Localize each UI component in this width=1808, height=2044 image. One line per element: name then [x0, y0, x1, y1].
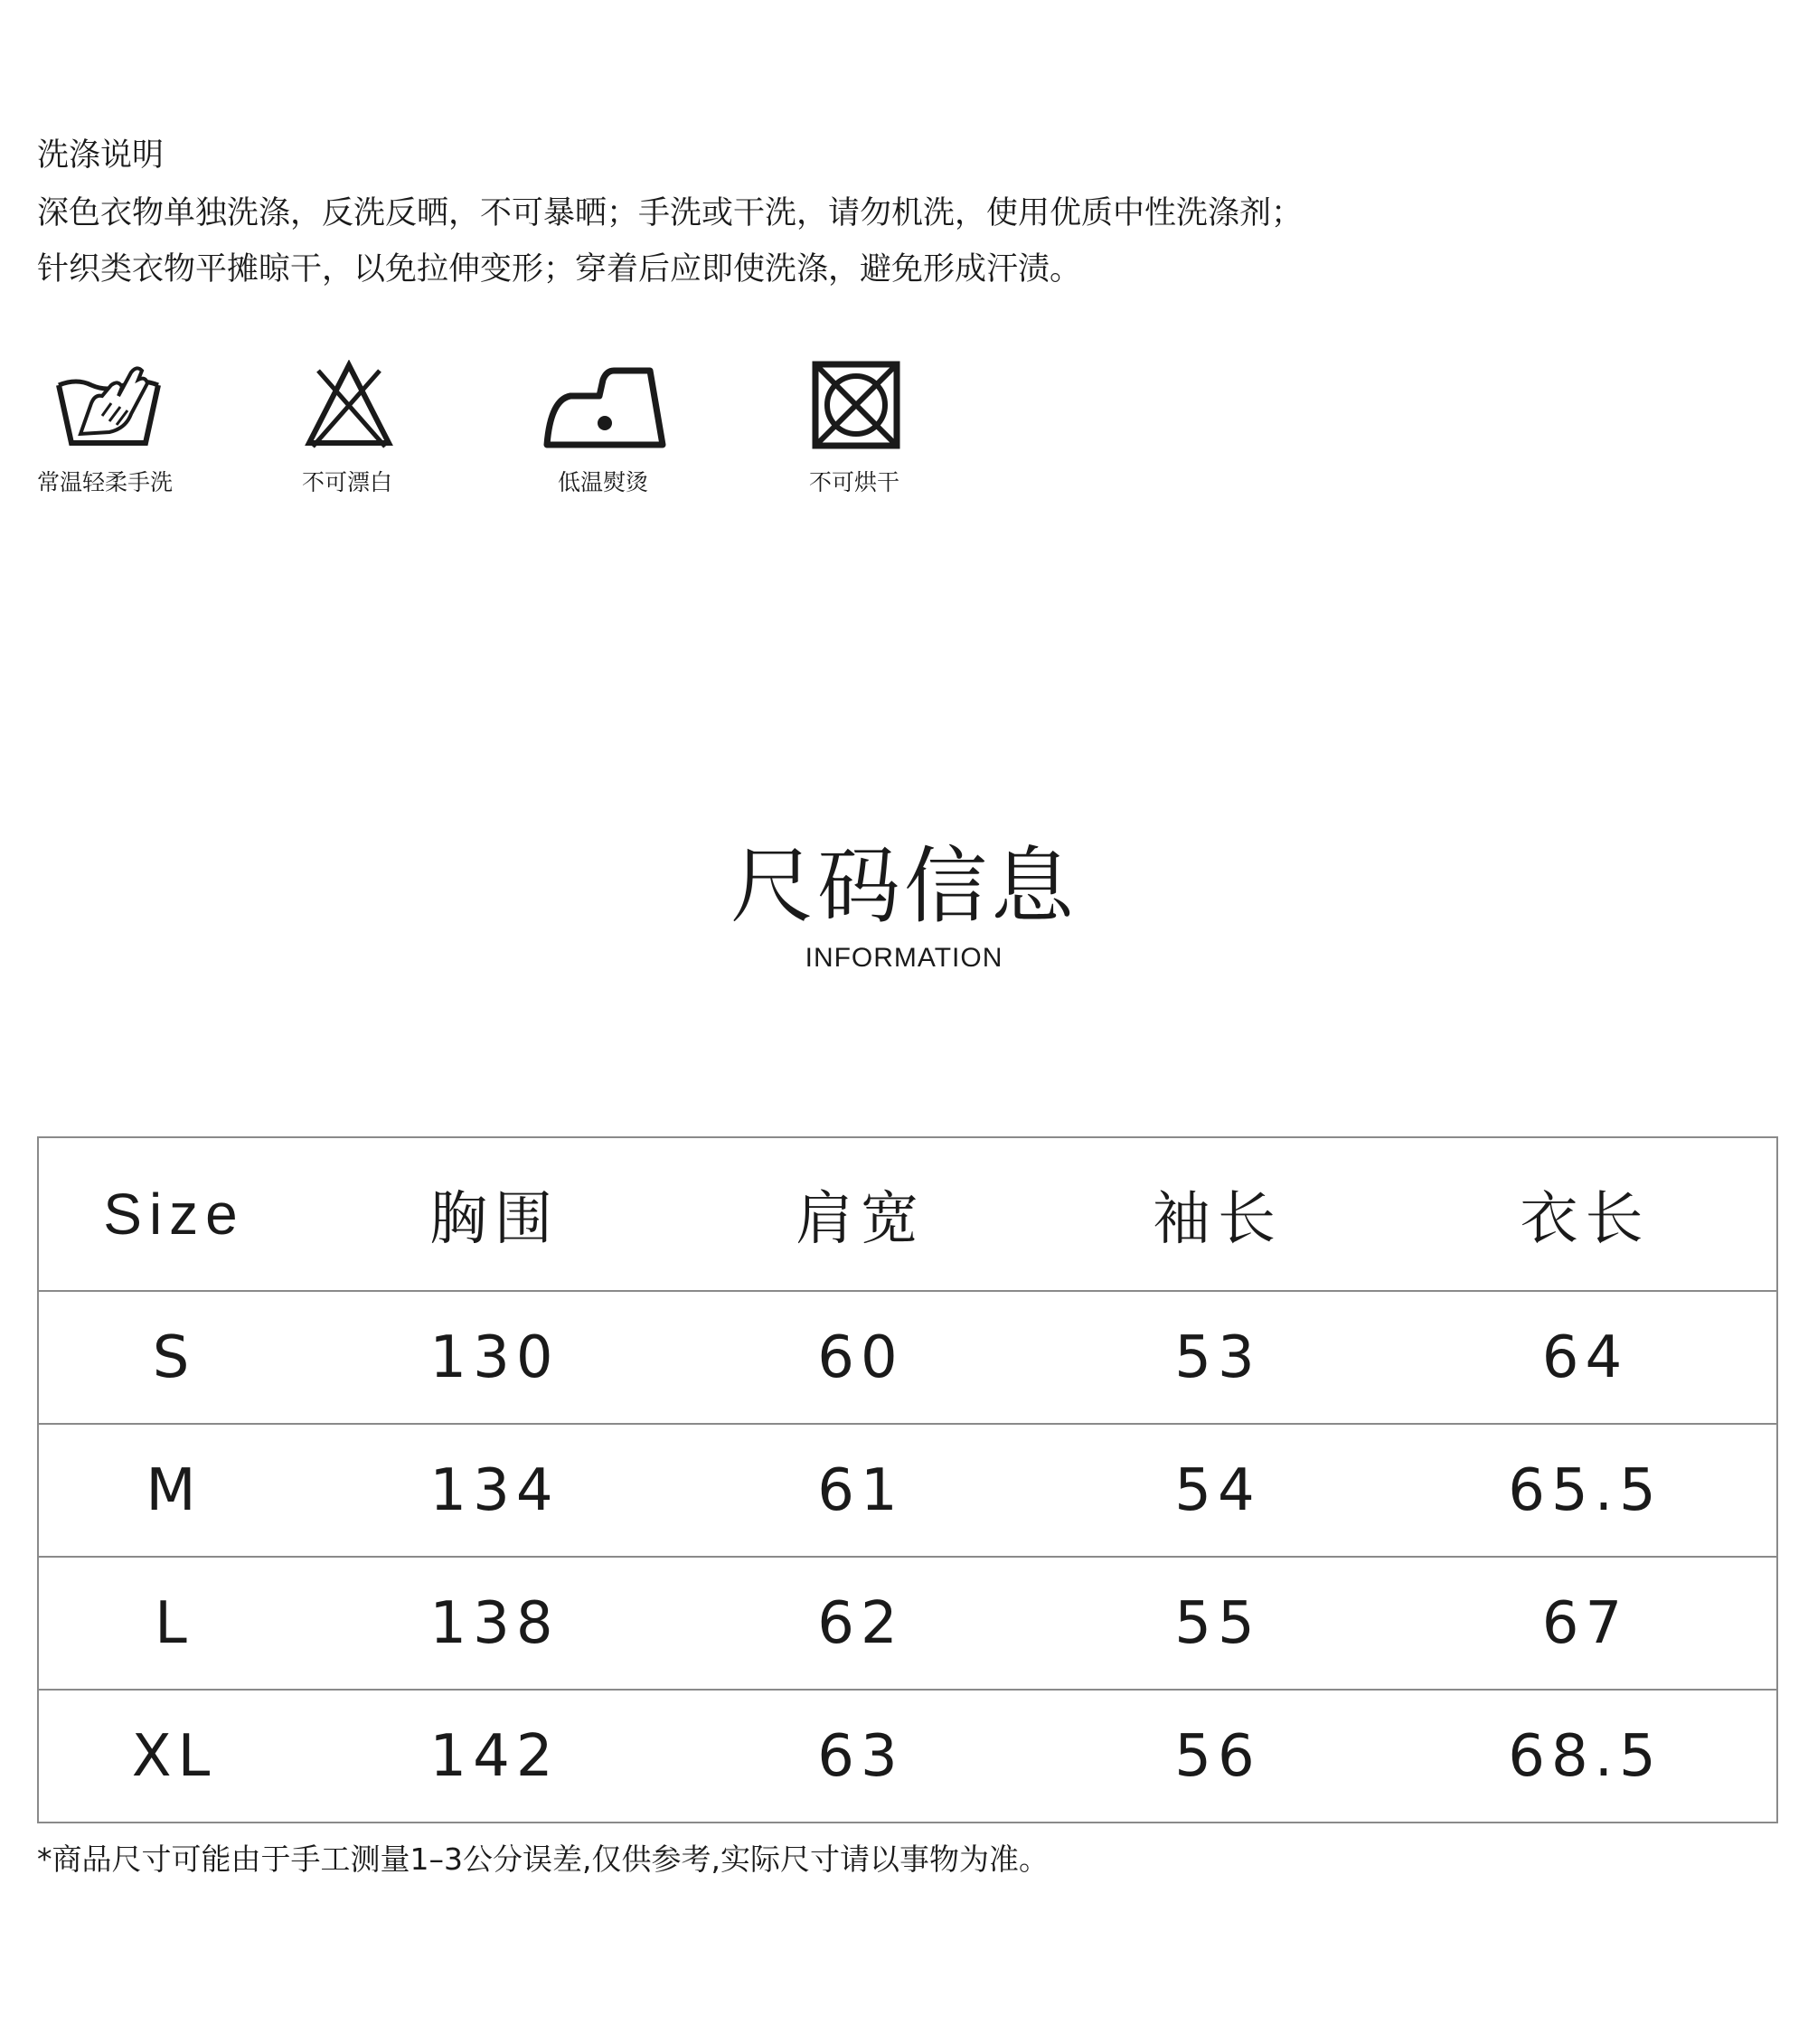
care-text-line: 深色衣物单独洗涤，反洗反晒，不可暴晒；手洗或干洗，请勿机洗，使用优质中性洗涤剂； [37, 195, 1304, 231]
care-instructions [37, 134, 1755, 304]
cell-chest: 134 [309, 1424, 680, 1557]
section-title: 尺码信息 [730, 838, 1078, 935]
cell-chest: 142 [309, 1690, 680, 1823]
table-row [38, 1291, 1777, 1424]
table-row [38, 1557, 1777, 1690]
care-icon-label: 常温轻柔手洗 [37, 469, 174, 495]
cell-sleeve: 55 [1041, 1557, 1394, 1690]
care-icon-label: 低温熨烫 [558, 469, 649, 495]
cell-sleeve: 54 [1041, 1424, 1394, 1557]
section-subtitle: INFORMATION [805, 943, 1003, 973]
cell-shoulder: 63 [680, 1690, 1041, 1823]
care-icon-label: 不可漂白 [302, 469, 393, 495]
header-size: Size [38, 1137, 309, 1291]
care-text-line: 针织类衣物平摊晾干，以免拉伸变形；穿着后应即使洗涤，避免形成汗渍。 [37, 251, 1082, 287]
cell-length: 68.5 [1394, 1690, 1777, 1823]
cell-length: 65.5 [1394, 1424, 1777, 1557]
no-bleach-icon [304, 360, 394, 450]
low-iron-icon [543, 360, 666, 450]
measurement-footnote: *商品尺寸可能由于手工测量1–3公分误差,仅供参考,实际尺寸请以事物为准。 [37, 1841, 1049, 1877]
cell-shoulder: 60 [680, 1291, 1041, 1424]
table-row [38, 1424, 1777, 1557]
cell-size: M [38, 1424, 309, 1557]
care-icon-item [37, 360, 174, 495]
cell-length: 67 [1394, 1557, 1777, 1690]
cell-sleeve: 56 [1041, 1690, 1394, 1823]
care-icons-row [37, 360, 1031, 504]
cell-chest: 130 [309, 1291, 680, 1424]
header-shoulder: 肩宽 [680, 1137, 1041, 1291]
table-header-row [38, 1137, 1777, 1291]
header-sleeve: 袖长 [1041, 1137, 1394, 1291]
header-chest: 胸围 [309, 1137, 680, 1291]
care-icon-label: 不可烘干 [809, 469, 900, 495]
cell-shoulder: 62 [680, 1557, 1041, 1690]
cell-chest: 138 [309, 1557, 680, 1690]
header-length: 衣长 [1394, 1137, 1777, 1291]
cell-length: 64 [1394, 1291, 1777, 1424]
care-heading: 洗涤说明 [37, 137, 165, 174]
care-icon-item [809, 360, 901, 495]
care-icon-item [543, 360, 666, 495]
care-icon-item [302, 360, 394, 495]
table-row [38, 1690, 1777, 1823]
cell-size: XL [38, 1690, 309, 1823]
hand-wash-icon [55, 360, 162, 450]
cell-sleeve: 53 [1041, 1291, 1394, 1424]
no-tumble-dry-icon [811, 360, 901, 450]
cell-size: S [38, 1291, 309, 1424]
size-table [37, 1136, 1778, 1823]
cell-size: L [38, 1557, 309, 1690]
cell-shoulder: 61 [680, 1424, 1041, 1557]
